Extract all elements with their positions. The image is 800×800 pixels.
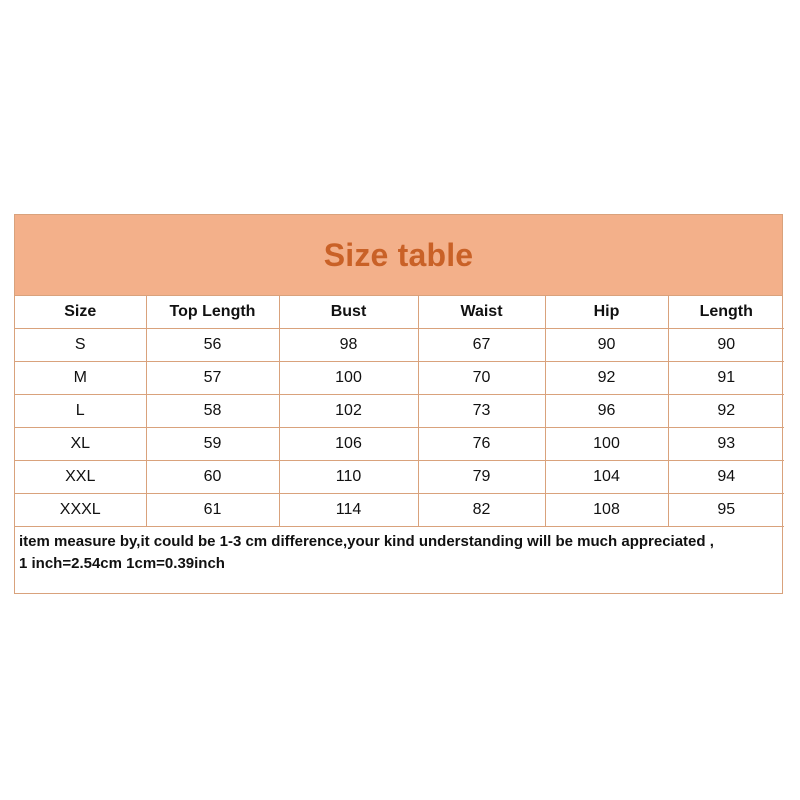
table-cell: 76	[418, 428, 545, 461]
table-cell: 95	[668, 494, 784, 527]
table-cell: 114	[279, 494, 418, 527]
table-cell: 102	[279, 395, 418, 428]
table-header-row	[15, 296, 784, 329]
table-cell: 73	[418, 395, 545, 428]
table-cell: S	[15, 329, 146, 362]
table-row	[15, 494, 784, 527]
table-row	[15, 362, 784, 395]
table-cell: L	[15, 395, 146, 428]
table-cell: 106	[279, 428, 418, 461]
table-cell: 100	[545, 428, 668, 461]
table-cell: 70	[418, 362, 545, 395]
note-line-disclaimer: item measure by,it could be 1-3 cm difference,your kind understanding will be much appreciated ,	[19, 533, 714, 550]
table-cell: 104	[545, 461, 668, 494]
table-row	[15, 329, 784, 362]
column-header-length: Length	[668, 296, 784, 329]
table-cell: 57	[146, 362, 279, 395]
table-cell: 61	[146, 494, 279, 527]
column-header-top-length: Top Length	[146, 296, 279, 329]
table-cell: 92	[668, 395, 784, 428]
table-cell: 92	[545, 362, 668, 395]
table-cell: 96	[545, 395, 668, 428]
table-row	[15, 428, 784, 461]
table-row	[15, 395, 784, 428]
column-header-size: Size	[15, 296, 146, 329]
column-header-waist: Waist	[418, 296, 545, 329]
table-cell: 100	[279, 362, 418, 395]
table-cell: 98	[279, 329, 418, 362]
measurement-note	[15, 527, 782, 593]
note-line-conversion: 1 inch=2.54cm 1cm=0.39inch	[19, 555, 225, 572]
table-cell: 82	[418, 494, 545, 527]
table-cell: XXL	[15, 461, 146, 494]
table-cell: 56	[146, 329, 279, 362]
table-cell: XXXL	[15, 494, 146, 527]
table-cell: 108	[545, 494, 668, 527]
table-cell: 58	[146, 395, 279, 428]
table-cell: 94	[668, 461, 784, 494]
table-cell: 79	[418, 461, 545, 494]
chart-title: Size table	[323, 236, 474, 273]
table-cell: 110	[279, 461, 418, 494]
column-header-hip: Hip	[545, 296, 668, 329]
size-table	[15, 296, 784, 527]
table-cell: 90	[545, 329, 668, 362]
table-cell: 91	[668, 362, 784, 395]
size-chart	[14, 214, 783, 594]
table-cell: 60	[146, 461, 279, 494]
table-cell: 93	[668, 428, 784, 461]
table-cell: 59	[146, 428, 279, 461]
table-cell: M	[15, 362, 146, 395]
chart-header	[15, 215, 782, 296]
table-cell: 90	[668, 329, 784, 362]
table-cell: 67	[418, 329, 545, 362]
table-row	[15, 461, 784, 494]
table-cell: XL	[15, 428, 146, 461]
column-header-bust: Bust	[279, 296, 418, 329]
